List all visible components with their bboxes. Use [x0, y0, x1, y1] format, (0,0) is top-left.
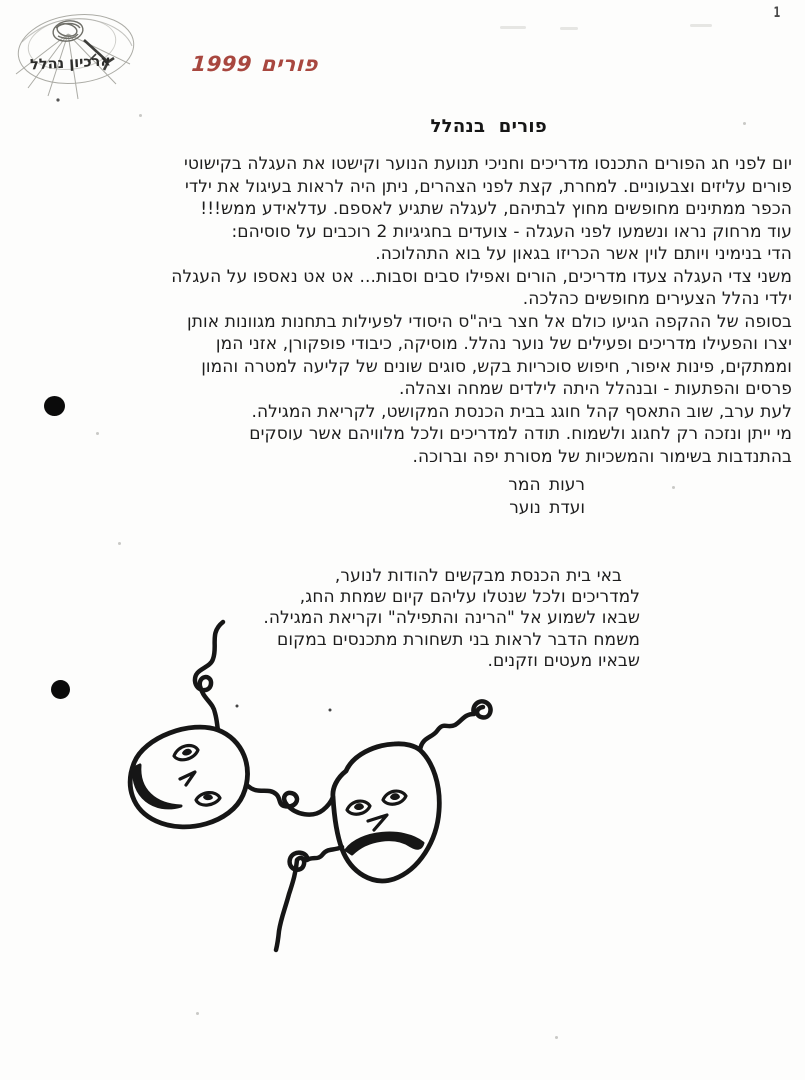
text-line: שבאיו מעטים וזקנים.: [487, 650, 640, 671]
text-line: למדריכים ולכל שנטלו עליהם קיום שמחת החג,: [299, 587, 640, 608]
text-line: הדי בנימיני ויותם לוין אשר הכריזו בגאון על בוא התהלוכה.: [375, 244, 792, 264]
signature-block: [508, 474, 585, 519]
text-line: יום לפני חג הפורים התכנסו מדריכים וחניכי תנועת הנוער וקישטו את העגלה בקישוטי: [183, 154, 792, 174]
text-line: הכפר ממתינים מחופשים מחוץ לבתיהם, לעגלה שתגיע לאספם. עדלאידע ממש!!!: [200, 199, 792, 219]
text-line: משני צדי העגלה צעדו מדריכים, הורים ואפילו סבים וסבות... אט אט נאספו על העגלה: [171, 266, 792, 287]
text-line: בהתנדבות בשימור והמשכיות של מסורת יפה וברוכה.: [412, 446, 792, 467]
purim-label: פורים: [260, 52, 319, 76]
signature-name: רעות המר: [508, 475, 585, 495]
text-line: פורים עליזים וצבעוניים. למחרת, קצת לפני הצהרים, ניתן היה לראות בעיגול את ילדי: [184, 176, 792, 197]
scan-speck: [118, 542, 121, 545]
signature-committee: ועדת נוער: [509, 497, 585, 518]
stamp-label: ארכיון נהלל: [29, 53, 112, 74]
scan-speck: [743, 122, 746, 125]
text-line: באי בית הכנסת מבקשים להודות לנוער,: [334, 566, 622, 586]
scan-smudge: [690, 24, 712, 27]
hole-punch-bottom: [51, 680, 70, 699]
main-paragraph: [52, 153, 792, 468]
document-title: פורים בנהלל: [430, 116, 547, 137]
scan-speck: [555, 1036, 558, 1039]
purim-year-header: [187, 52, 319, 76]
text-line: פרסים והפתעות - ובנהלל היתה לילדים שמחה וצהלה.: [398, 379, 792, 399]
text-line: לעת ערב, שוב התאסף קהל חוגג בבית הכנסת המקושט, לקריאת המגילה.: [251, 401, 792, 422]
scan-smudge: [560, 27, 578, 30]
text-line: עוד מרחוק נראו ונשמעו לפני העגלה - צועדים בחגיגיות 2 רוכבים על סוסיהם:: [231, 221, 792, 242]
year-label: 1999: [190, 52, 253, 76]
corner-page-mark: 1: [773, 5, 781, 21]
scan-smudge: [500, 26, 526, 29]
scan-speck: [196, 1012, 199, 1015]
scan-speck: [96, 432, 99, 435]
scan-speck: [139, 114, 142, 117]
text-line: יצרו והפעילו מדריכים ופעילים של נוער נהלל. מוסיקה, כיבודי פופקורן, אזני המן: [215, 334, 792, 354]
text-line: שבאו לשמוע אל "הרינה והתפילה" וקריאת המגילה.: [263, 608, 640, 629]
text-line: ילדי נהלל הצעירים מחופשים כהלכה.: [522, 289, 792, 309]
text-line: מי ייתן ונזכה רק לחגוג ולשמוח. תודה למדריכים ולכל מלוויהם אשר עוסקים: [249, 424, 792, 444]
text-line: בסופה של ההקפה הגיעו כולם אל חצר ביה"ס היסודי לפעילות בתחנות מגוונות אותן: [186, 311, 792, 332]
scan-speck: [672, 486, 675, 489]
text-line: משמח הדבר לראות בני תשחורת מתכנסים במקום: [276, 629, 640, 650]
nahalal-archive-stamp: [8, 4, 148, 109]
hole-punch-top: [44, 396, 65, 416]
text-line: וממתקים, פינות איפור, חיפוש סוכריות בקש, סוגים שונים של קליעה למטרה והמון: [201, 356, 792, 377]
theater-masks-drawing: [90, 598, 530, 998]
